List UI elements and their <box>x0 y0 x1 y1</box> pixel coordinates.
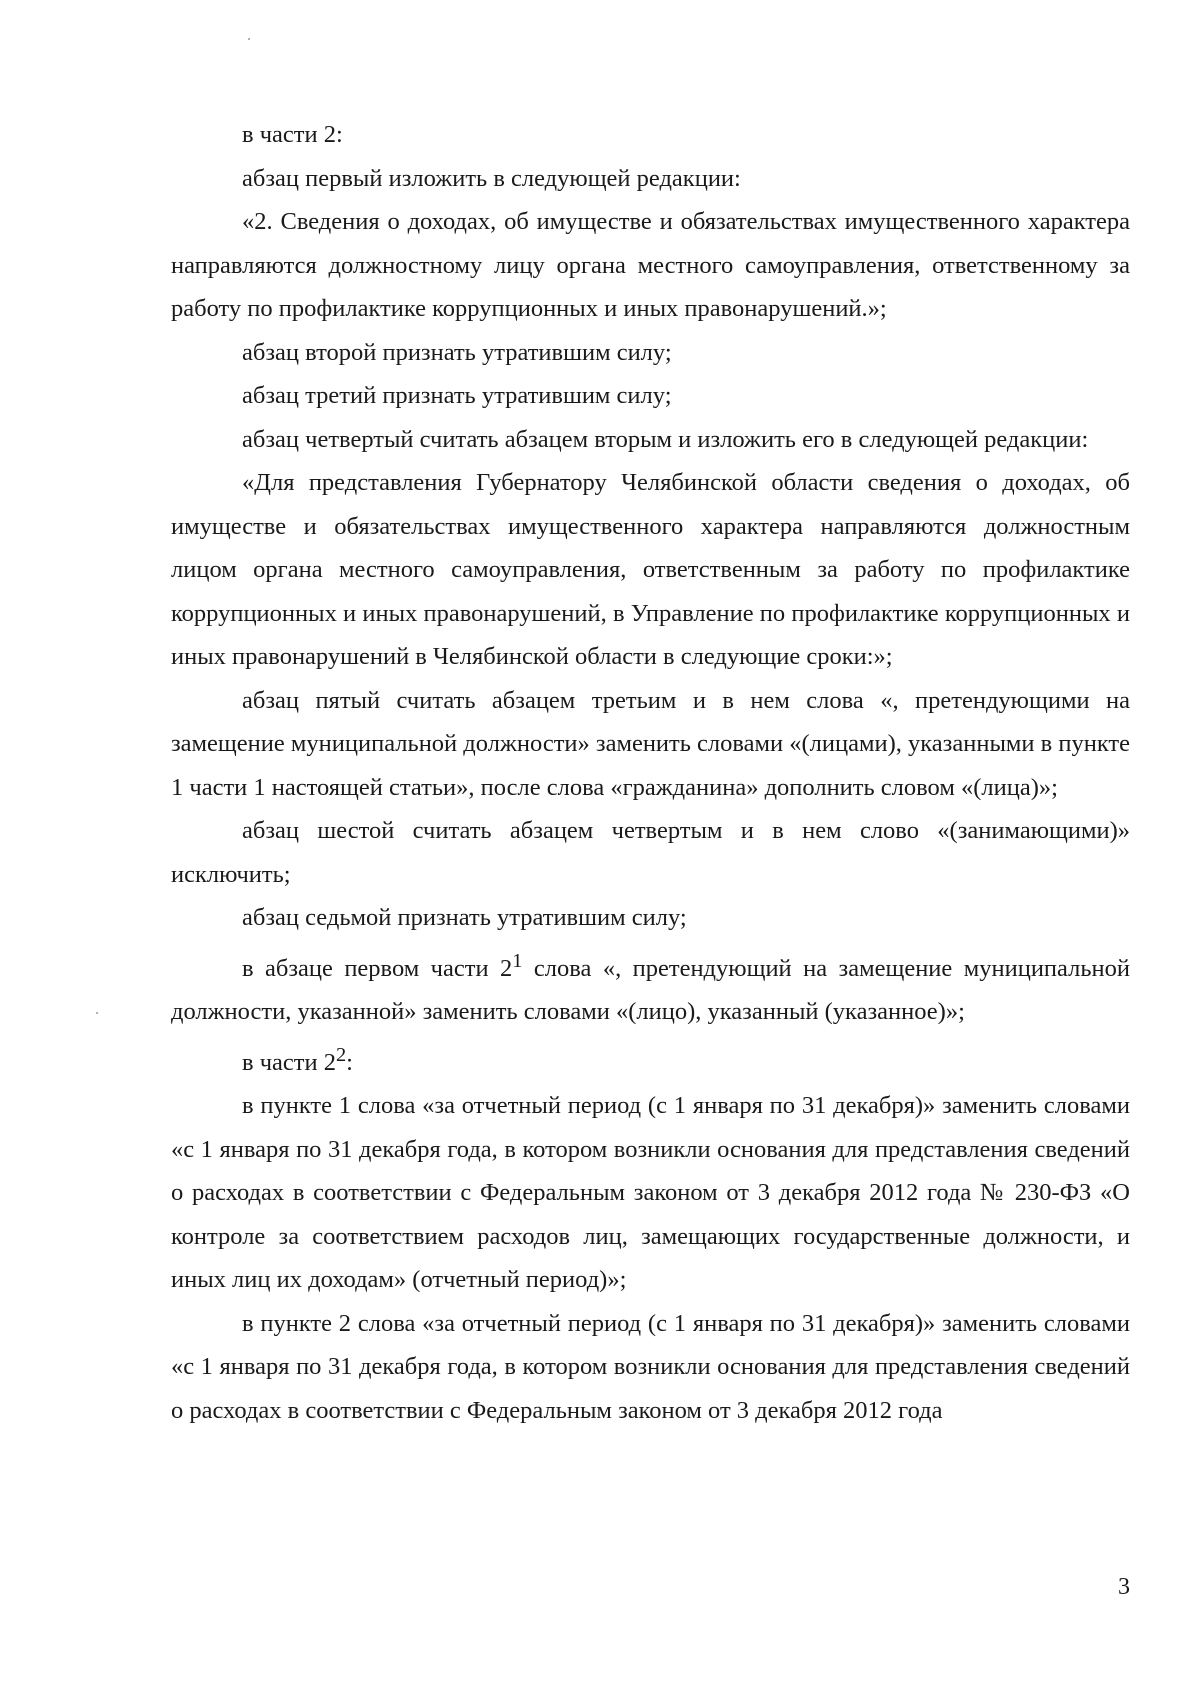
paragraph: в пункте 1 слова «за отчетный период (с 1 января по 31 декабря)» заменить словами «с 1 января по 31 декабря года, в котором возникли основания для представления сведений о расходах в соответствии с Федеральным законом от 3 декабря 2012 года № 230-ФЗ «О контроле за соответствием расходов лиц, замещающих государственные должности, и иных лиц их доходам» (отчетный период)»; <box>171 1092 1130 1294</box>
document-body <box>171 113 1130 1432</box>
paragraph-text: слова «, претендующий на замещение муниципальной должности, указанной» заменить словами «(лицо), указанный (указанное)»; <box>171 954 1130 1026</box>
paragraph <box>171 940 1130 1034</box>
paragraph: абзац первый изложить в следующей редакции: <box>242 164 741 192</box>
paragraph-text: : <box>346 1048 353 1076</box>
page-number: 3 <box>1118 1574 1130 1600</box>
scan-speck <box>248 38 250 40</box>
superscript: 2 <box>335 1043 347 1066</box>
paragraph-text: в части 2 <box>242 1048 336 1076</box>
paragraph: абзац второй признать утратившим силу; <box>242 338 672 366</box>
paragraph: абзац седьмой признать утратившим силу; <box>242 904 687 931</box>
paragraph: абзац шестой считать абзацем четвертым и в нем слово «(занимающими)» исключить; <box>171 817 1130 888</box>
paragraph-text: в абзаце первом части 2 <box>242 954 513 982</box>
paragraph: абзац четвертый считать абзацем вторым и изложить его в следующей редакции: <box>242 425 1089 453</box>
paragraph: абзац третий признать утратившим силу; <box>242 382 672 409</box>
scan-speck <box>96 1012 98 1014</box>
paragraph <box>171 1034 1130 1085</box>
paragraph: «Для представления Губернатору Челябинской области сведения о доходах, об имуществе и обязательствах имущественного характера направляются должностным лицом органа местного самоуправления, ответственным за работу по профилактике коррупционных и иных правонарушений, в Управление по профилактике коррупционных и иных правонарушений в Челябинской области в следующие сроки:»; <box>171 469 1130 670</box>
paragraph: «2. Сведения о доходах, об имуществе и обязательствах имущественного характера направляются должностному лицу органа местного самоуправления, ответственному за работу по профилактике коррупционных и иных правонарушений.»; <box>171 208 1130 322</box>
superscript: 1 <box>512 949 523 972</box>
paragraph: в пункте 2 слова «за отчетный период (с 1 января по 31 декабря)» заменить словами «с 1 января по 31 декабря года, в котором возникли основания для представления сведений о расходах в соответствии с Федеральным законом от 3 декабря 2012 года <box>171 1309 1130 1424</box>
paragraph: абзац пятый считать абзацем третьим и в нем слова «, претендующими на замещение муниципальной должности» заменить словами «(лицами), указанными в пункте 1 части 1 настоящей статьи», после слова «гражданина» дополнить словом «(лица)»; <box>171 686 1130 801</box>
paragraph: в части 2: <box>242 121 343 148</box>
